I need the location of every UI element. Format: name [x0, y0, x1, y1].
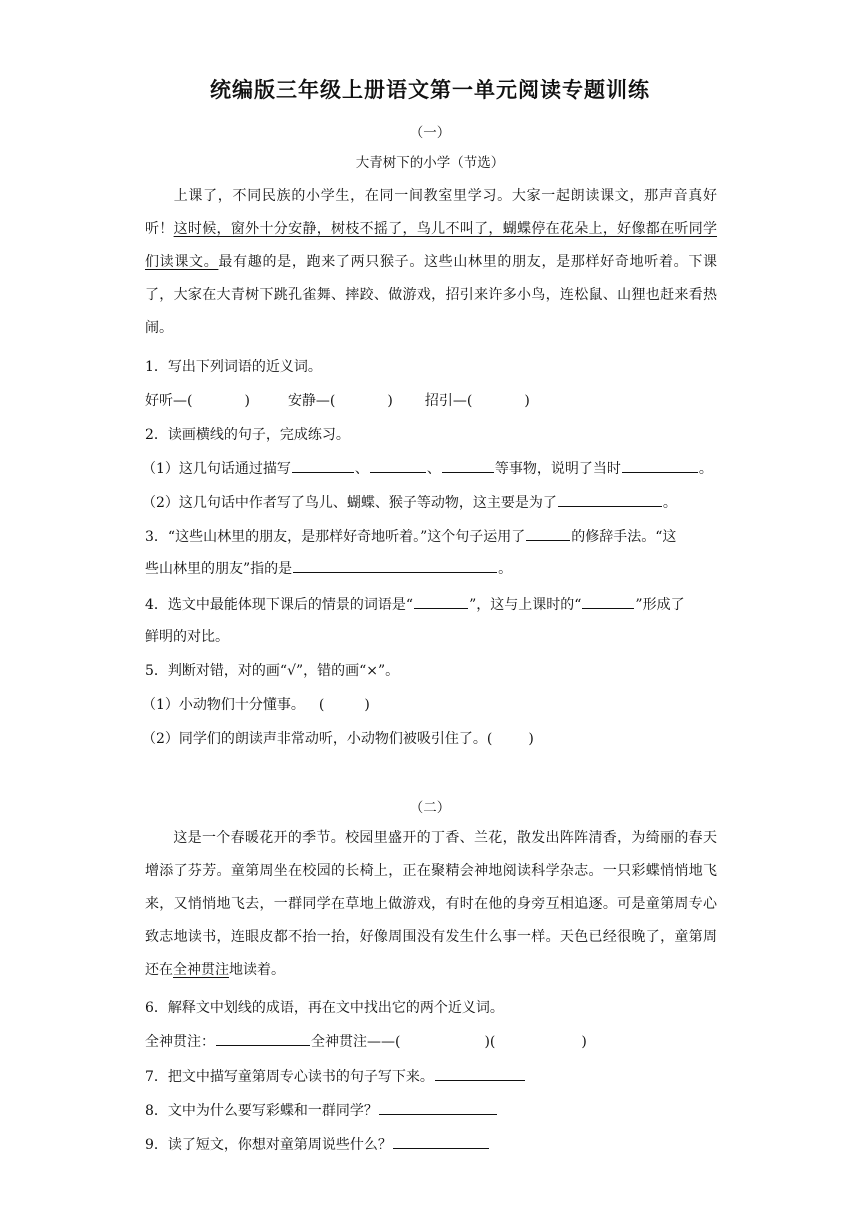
question-1-words [145, 390, 725, 410]
q3-text-c: 些山林里的朋友”指的是 [145, 561, 293, 577]
answer-blank[interactable] [622, 458, 698, 473]
answer-blank[interactable] [293, 558, 497, 573]
question-8 [145, 1100, 725, 1120]
question-1: 1．写出下列词语的近义词。 [145, 359, 322, 375]
passage-1-part-b: 最有趣的是，跑来了两只猴子。这些山林里的朋友，是那样好奇地听着。下课了，大家在大青树下跳孔雀舞、摔跤、做游戏，招引来许多小鸟，连松鼠、山狸也赶来看热闹。 [145, 254, 717, 336]
q8-text: 8．文中为什么要写彩蝶和一群同学？ [145, 1103, 378, 1119]
question-4-line-2: 鲜明的对比。 [145, 629, 229, 645]
question-2: 2．读画横线的句子，完成练习。 [145, 427, 350, 443]
q6-label-d: ) [581, 1034, 587, 1050]
q5-s2-text: （2）同学们的朗读声非常动听，小动物们被吸引住了。( [142, 731, 493, 747]
question-5-sub-1 [142, 694, 722, 714]
answer-blank[interactable] [393, 1134, 489, 1149]
answer-blank[interactable] [370, 458, 426, 473]
passage-2-part-a: 这是一个春暖花开的季节。校园里盛开的丁香、兰花，散发出阵阵清香，为绮丽的春天增添了芬芳。童第周坐在校园的长椅上，正在聚精会神地阅读科学杂志。一只彩蝶悄悄地飞来，又悄悄地飞去，一群同学在草地上做游戏，有时在他的身旁互相追逐。可是童第周专心致志地读书，连眼皮都不抬一抬，好像周围没有发生什么事一样。天色已经很晚了，童第周还在 [145, 830, 717, 978]
passage-2-part-b: 地读着。 [229, 962, 285, 978]
passage-2-underlined-idiom: 全神贯注 [173, 962, 229, 978]
question-9 [145, 1134, 725, 1154]
answer-blank[interactable] [582, 594, 634, 609]
answer-blank[interactable] [526, 526, 570, 541]
word-1-label: 好听—( [145, 393, 193, 409]
q5-s1-text: （1）小动物们十分懂事。 [142, 697, 305, 713]
q3-end: 。 [498, 561, 513, 577]
q4-text-b: ”，这与上课时的“ [469, 597, 582, 613]
question-2-sub-2 [142, 492, 722, 512]
question-5: 5．判断对错，对的画“√”，错的画“×”。 [145, 663, 400, 679]
q2-s1-text-b: 等事物，说明了当时 [494, 461, 621, 477]
question-2-sub-1 [142, 458, 722, 478]
answer-blank[interactable] [435, 1066, 525, 1081]
word-1-close: ) [244, 393, 250, 409]
answer-blank[interactable] [558, 492, 662, 507]
q4-text-a: 4．选文中最能体现下课后的情景的词语是“ [145, 597, 414, 613]
q2-s1-end: 。 [698, 461, 713, 477]
q6-label-b: 全神贯注——( [311, 1034, 401, 1050]
section-2-number: （二） [409, 800, 451, 816]
passage-2-text [145, 822, 717, 987]
passage-1-underlined-sentence: 这时候，窗外十分安静，树枝不摇了，鸟儿不叫了，蝴蝶停在花朵上，好像都在听同学们读课文。 [145, 221, 718, 270]
q2-s2-end: 。 [662, 495, 677, 511]
q9-text: 9．读了短文，你想对童第周说些什么？ [145, 1137, 392, 1153]
q2-s1-sep-1: 、 [354, 461, 369, 477]
passage-1-text [145, 180, 717, 345]
answer-blank[interactable] [379, 1100, 497, 1115]
word-2-close: ) [387, 393, 393, 409]
word-3-label: 招引—( [424, 393, 473, 409]
q3-text-a: 3．“这些山林里的朋友，是那样好奇地听着。”这个句子运用了 [145, 529, 526, 545]
q5-s1-paren-open: ( [318, 697, 325, 713]
q4-text-c: ”形成了 [635, 597, 685, 613]
page-title: 统编版三年级上册语文第一单元阅读专题训练 [210, 77, 650, 102]
section-1-number: （一） [409, 125, 451, 141]
passage-1-title: 大青树下的小学（节选） [355, 155, 505, 171]
q5-s1-paren-close: ) [364, 697, 370, 713]
q6-label-a: 全神贯注： [145, 1034, 215, 1050]
question-3-line-1 [145, 526, 725, 546]
answer-blank[interactable] [292, 458, 354, 473]
q2-s1-sep-2: 、 [426, 461, 441, 477]
q6-label-c: )( [484, 1034, 496, 1050]
question-5-sub-2 [142, 728, 722, 748]
question-4-line-1 [145, 594, 725, 614]
question-7 [145, 1066, 725, 1086]
question-6-answers [145, 1031, 725, 1051]
answer-blank[interactable] [442, 458, 494, 473]
question-6: 6．解释文中划线的成语，再在文中找出它的两个近义词。 [145, 1000, 504, 1016]
q7-text: 7．把文中描写童第周专心读书的句子写下来。 [145, 1069, 434, 1085]
q2-s2-text: （2）这几句话中作者写了鸟儿、蝴蝶、猴子等动物，这主要是为了 [142, 495, 557, 511]
word-3-close: ) [524, 393, 530, 409]
q2-s1-text-a: （1）这几句话通过描写 [142, 461, 291, 477]
answer-blank[interactable] [216, 1031, 310, 1046]
q5-s2-paren-close: ) [528, 731, 534, 747]
q3-text-b: 的修辞手法。“这 [571, 529, 677, 545]
answer-blank[interactable] [414, 594, 468, 609]
question-3-line-2 [145, 558, 725, 578]
passage-1-part-a: 上课了，不同民族的小学生，在同一间教室里学习。大家一起朗读课文，那声音真好听！ [145, 188, 717, 237]
word-2-label: 安静—( [287, 393, 336, 409]
